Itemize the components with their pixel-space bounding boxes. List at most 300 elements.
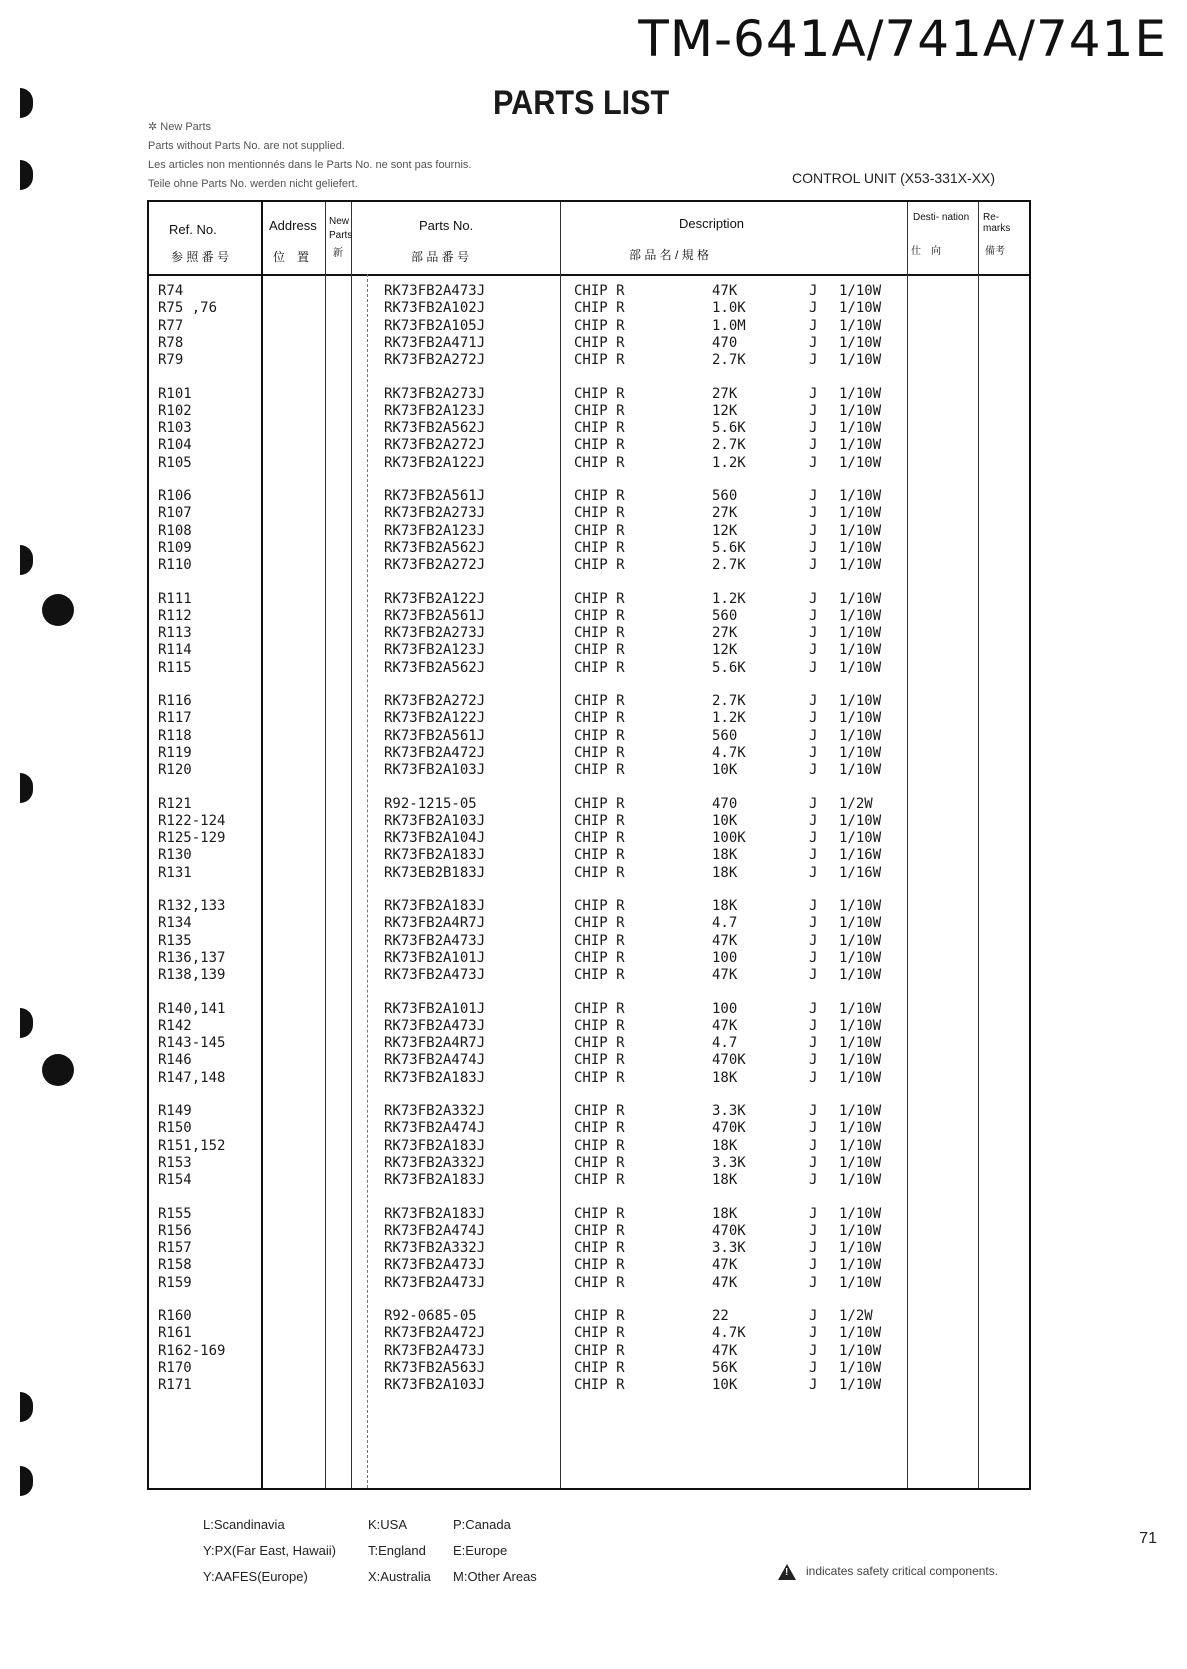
part-value: 12K — [712, 522, 738, 539]
ref-no: R102 — [158, 402, 192, 419]
part-no: RK73FB2A123J — [384, 522, 486, 539]
tolerance: J — [809, 1325, 818, 1342]
rating: 1/10W — [839, 744, 882, 761]
part-value: 56K — [712, 1359, 738, 1376]
legend-item: K:USA — [368, 1517, 408, 1532]
ref-no: R107 — [158, 505, 192, 522]
part-no: R92-0685-05 — [384, 1308, 477, 1324]
table-row — [149, 1376, 1029, 1394]
ref-no: R136,137 — [158, 949, 226, 966]
part-no: RK73FB2A4R7J — [384, 1035, 486, 1052]
table-row — [149, 1171, 1029, 1189]
address-header: Address — [269, 218, 317, 233]
tolerance: J — [809, 1257, 818, 1274]
part-value: 27K — [712, 505, 738, 522]
part-no: RK73FB2A102J — [384, 300, 486, 317]
part-value: 560 — [712, 488, 738, 504]
table-row — [149, 692, 1029, 710]
punch-hole — [42, 1054, 74, 1086]
rating: 1/16W — [839, 864, 882, 881]
tolerance: J — [809, 1137, 818, 1154]
ref-no: R151,152 — [158, 1137, 226, 1154]
page-title: PARTS LIST — [493, 84, 670, 122]
ref-no: R114 — [158, 642, 192, 659]
ref-no: R149 — [158, 1103, 192, 1119]
rating: 1/10W — [839, 454, 882, 471]
part-value: 4.7K — [712, 1325, 746, 1342]
rating: 1/10W — [839, 967, 882, 984]
rating: 1/10W — [839, 334, 882, 351]
tolerance: J — [809, 505, 818, 522]
tolerance: J — [809, 1222, 818, 1239]
part-name: CHIP R — [574, 1342, 625, 1359]
part-value: 18K — [712, 1172, 738, 1189]
ref-no: R150 — [158, 1120, 192, 1137]
rating: 1/10W — [839, 437, 882, 454]
table-row — [149, 1017, 1029, 1035]
table-row — [149, 1051, 1029, 1069]
part-name: CHIP R — [574, 659, 625, 676]
part-value: 1.2K — [712, 710, 746, 727]
ref-no: R117 — [158, 710, 192, 727]
table-row — [149, 897, 1029, 915]
legend-item: Y:AAFES(Europe) — [203, 1569, 308, 1584]
tolerance: J — [809, 1205, 818, 1222]
part-no: RK73FB2A122J — [384, 590, 486, 607]
part-no: RK73FB2A473J — [384, 1274, 486, 1291]
table-row — [149, 1154, 1029, 1172]
ref-no: R118 — [158, 727, 192, 744]
ref-no: R143-145 — [158, 1035, 226, 1052]
part-no: RK73FB2A273J — [384, 505, 486, 522]
part-value: 2.7K — [712, 437, 746, 454]
tolerance: J — [809, 420, 818, 437]
ref-no: R122-124 — [158, 812, 226, 829]
ref-header-jp: 参 照 番 号 — [171, 250, 230, 264]
rating: 1/10W — [839, 659, 882, 676]
part-name: CHIP R — [574, 744, 625, 761]
part-no: RK73FB2A272J — [384, 557, 486, 574]
tolerance: J — [809, 812, 818, 829]
ref-no: R156 — [158, 1222, 192, 1239]
rating: 1/10W — [839, 812, 882, 829]
part-value: 5.6K — [712, 659, 746, 676]
ref-no: R140,141 — [158, 1000, 226, 1017]
table-row — [149, 864, 1029, 882]
part-no: RK73EB2B183J — [384, 864, 486, 881]
table-row — [149, 539, 1029, 557]
ref-no: R115 — [158, 659, 192, 676]
page-number: 71 — [1139, 1530, 1157, 1547]
part-name: CHIP R — [574, 607, 625, 624]
ref-no: R134 — [158, 915, 192, 932]
rating: 1/10W — [839, 317, 882, 334]
table-row — [149, 659, 1029, 677]
part-no: RK73FB2A122J — [384, 454, 486, 471]
table-row — [149, 282, 1029, 300]
rating: 1/10W — [839, 1103, 882, 1119]
part-value: 47K — [712, 967, 738, 984]
new-parts-header: Parts — [329, 230, 353, 241]
table-row — [149, 1034, 1029, 1052]
part-value: 27K — [712, 625, 738, 642]
table-row — [149, 949, 1029, 967]
part-name: CHIP R — [574, 693, 625, 709]
rating: 1/10W — [839, 1240, 882, 1257]
part-name: CHIP R — [574, 762, 625, 779]
part-name: CHIP R — [574, 402, 625, 419]
part-value: 1.0M — [712, 317, 746, 334]
rating: 1/10W — [839, 949, 882, 966]
table-row — [149, 641, 1029, 659]
tolerance: J — [809, 283, 818, 299]
part-name: CHIP R — [574, 539, 625, 556]
rating: 1/10W — [839, 402, 882, 419]
rating: 1/10W — [839, 1052, 882, 1069]
part-no: RK73FB2A123J — [384, 402, 486, 419]
tolerance: J — [809, 1359, 818, 1376]
destination-header-jp: 仕 向 — [911, 246, 941, 257]
part-no: RK73FB2A562J — [384, 659, 486, 676]
tolerance: J — [809, 693, 818, 709]
part-name: CHIP R — [574, 1172, 625, 1189]
tolerance: J — [809, 932, 818, 949]
table-row — [149, 1324, 1029, 1342]
rating: 1/10W — [839, 1120, 882, 1137]
part-name: CHIP R — [574, 420, 625, 437]
tolerance: J — [809, 557, 818, 574]
table-row — [149, 1222, 1029, 1240]
part-value: 18K — [712, 864, 738, 881]
part-name: CHIP R — [574, 454, 625, 471]
table-row — [149, 1359, 1029, 1377]
part-no: RK73FB2A474J — [384, 1222, 486, 1239]
note-en: Parts without Parts No. are not supplied. — [148, 140, 345, 152]
rating: 1/10W — [839, 557, 882, 574]
tolerance: J — [809, 1342, 818, 1359]
tolerance: J — [809, 352, 818, 369]
rating: 1/10W — [839, 693, 882, 709]
table-row — [149, 522, 1029, 540]
destination-header: Desti- nation — [913, 212, 970, 223]
rating: 1/10W — [839, 1342, 882, 1359]
part-no: RK73FB2A472J — [384, 744, 486, 761]
part-no: RK73FB2A103J — [384, 812, 486, 829]
table-row — [149, 829, 1029, 847]
part-value: 100K — [712, 830, 746, 847]
ref-no: R130 — [158, 847, 192, 864]
header-divider — [149, 274, 1029, 276]
part-value: 47K — [712, 932, 738, 949]
part-value: 2.7K — [712, 352, 746, 369]
tolerance: J — [809, 625, 818, 642]
part-value: 47K — [712, 1257, 738, 1274]
part-value: 1.2K — [712, 454, 746, 471]
table-row — [149, 1274, 1029, 1292]
rating: 1/10W — [839, 1035, 882, 1052]
part-no: RK73FB2A471J — [384, 334, 486, 351]
ref-no: R109 — [158, 539, 192, 556]
ref-no: R161 — [158, 1325, 192, 1342]
part-no: RK73FB2A105J — [384, 317, 486, 334]
rating: 1/10W — [839, 300, 882, 317]
part-value: 560 — [712, 607, 738, 624]
ref-no: R75 ,76 — [158, 300, 218, 317]
ref-no: R78 — [158, 334, 184, 351]
tolerance: J — [809, 710, 818, 727]
table-row — [149, 334, 1029, 352]
rating: 1/10W — [839, 590, 882, 607]
ref-no: R105 — [158, 454, 192, 471]
part-value: 10K — [712, 1377, 738, 1394]
safety-note-text: indicates safety critical components. — [806, 1564, 999, 1579]
part-value: 12K — [712, 402, 738, 419]
part-no: RK73FB2A4R7J — [384, 915, 486, 932]
ref-no: R138,139 — [158, 967, 226, 984]
part-name: CHIP R — [574, 352, 625, 369]
part-no: RK73FB2A473J — [384, 967, 486, 984]
table-row — [149, 351, 1029, 369]
rating: 1/10W — [839, 1274, 882, 1291]
ref-no: R160 — [158, 1308, 192, 1324]
part-name: CHIP R — [574, 1240, 625, 1257]
tolerance: J — [809, 949, 818, 966]
part-name: CHIP R — [574, 522, 625, 539]
part-value: 5.6K — [712, 420, 746, 437]
part-name: CHIP R — [574, 283, 625, 299]
part-name: CHIP R — [574, 727, 625, 744]
table-row — [149, 812, 1029, 830]
address-header-jp: 位 置 — [273, 250, 310, 264]
part-name: CHIP R — [574, 1325, 625, 1342]
rating: 1/10W — [839, 420, 882, 437]
part-name: CHIP R — [574, 1257, 625, 1274]
tolerance: J — [809, 864, 818, 881]
legend-item: T:England — [368, 1543, 426, 1558]
tolerance: J — [809, 1172, 818, 1189]
tolerance: J — [809, 317, 818, 334]
tolerance: J — [809, 1017, 818, 1034]
legend-item: L:Scandinavia — [203, 1517, 285, 1532]
part-name: CHIP R — [574, 864, 625, 881]
tolerance: J — [809, 1000, 818, 1017]
rating: 1/10W — [839, 625, 882, 642]
tolerance: J — [809, 915, 818, 932]
part-value: 1.0K — [712, 300, 746, 317]
rating: 1/10W — [839, 727, 882, 744]
punch-hole — [20, 1392, 33, 1422]
part-value: 2.7K — [712, 693, 746, 709]
part-no: RK73FB2A183J — [384, 847, 486, 864]
part-no: RK73FB2A561J — [384, 607, 486, 624]
punch-hole — [20, 545, 33, 575]
ref-no: R158 — [158, 1257, 192, 1274]
legend-item: X:Australia — [368, 1569, 431, 1584]
table-row — [149, 299, 1029, 317]
part-value: 47K — [712, 1342, 738, 1359]
part-value: 4.7 — [712, 1035, 738, 1052]
part-name: CHIP R — [574, 1137, 625, 1154]
part-name: CHIP R — [574, 1103, 625, 1119]
part-no: RK73FB2A473J — [384, 1342, 486, 1359]
part-no: RK73FB2A474J — [384, 1052, 486, 1069]
rating: 1/10W — [839, 762, 882, 779]
part-name: CHIP R — [574, 590, 625, 607]
part-no: RK73FB2A273J — [384, 385, 486, 402]
rating: 1/10W — [839, 915, 882, 932]
table-row — [149, 487, 1029, 505]
part-no: RK73FB2A183J — [384, 898, 486, 914]
table-row — [149, 1239, 1029, 1257]
table-row — [149, 709, 1029, 727]
part-value: 470K — [712, 1222, 746, 1239]
tolerance: J — [809, 385, 818, 402]
tolerance: J — [809, 659, 818, 676]
tolerance: J — [809, 744, 818, 761]
tolerance: J — [809, 1240, 818, 1257]
tolerance: J — [809, 488, 818, 504]
part-no: R92-1215-05 — [384, 795, 477, 812]
remarks-header: Re- marks — [983, 212, 1011, 234]
part-value: 12K — [712, 642, 738, 659]
part-name: CHIP R — [574, 300, 625, 317]
parts-header-jp: 部 品 番 号 — [411, 250, 470, 264]
part-no: RK73FB2A473J — [384, 932, 486, 949]
part-no: RK73FB2A562J — [384, 539, 486, 556]
part-no: RK73FB2A183J — [384, 1172, 486, 1189]
rating: 1/10W — [839, 505, 882, 522]
part-no: RK73FB2A563J — [384, 1359, 486, 1376]
part-name: CHIP R — [574, 1017, 625, 1034]
note-fr: Les articles non mentionnés dans le Parts No. ne sont pas fournis. — [148, 159, 472, 171]
tolerance: J — [809, 334, 818, 351]
punch-hole — [42, 594, 74, 626]
table-row — [149, 504, 1029, 522]
table-row — [149, 932, 1029, 950]
part-name: CHIP R — [574, 1154, 625, 1171]
part-name: CHIP R — [574, 949, 625, 966]
part-name: CHIP R — [574, 557, 625, 574]
part-no: RK73FB2A561J — [384, 727, 486, 744]
part-no: RK73FB2A103J — [384, 1377, 486, 1394]
table-row — [149, 1137, 1029, 1155]
part-value: 27K — [712, 385, 738, 402]
table-row — [149, 1102, 1029, 1120]
part-name: CHIP R — [574, 1000, 625, 1017]
part-no: RK73FB2A562J — [384, 420, 486, 437]
part-value: 470K — [712, 1052, 746, 1069]
parts-header: Parts No. — [419, 218, 474, 233]
rating: 1/10W — [839, 283, 882, 299]
punch-hole — [20, 160, 33, 190]
part-no: RK73FB2A474J — [384, 1120, 486, 1137]
part-name: CHIP R — [574, 625, 625, 642]
part-no: RK73FB2A101J — [384, 1000, 486, 1017]
part-value: 22 — [712, 1308, 729, 1324]
tolerance: J — [809, 437, 818, 454]
part-no: RK73FB2A561J — [384, 488, 486, 504]
table-row — [149, 744, 1029, 762]
rating: 1/10W — [839, 1377, 882, 1394]
part-no: RK73FB2A473J — [384, 283, 486, 299]
rating: 1/10W — [839, 1017, 882, 1034]
ref-no: R103 — [158, 420, 192, 437]
table-row — [149, 556, 1029, 574]
rating: 1/10W — [839, 1222, 882, 1239]
tolerance: J — [809, 454, 818, 471]
part-name: CHIP R — [574, 1359, 625, 1376]
rating: 1/10W — [839, 352, 882, 369]
tolerance: J — [809, 1069, 818, 1086]
safety-note — [778, 1564, 998, 1580]
part-value: 47K — [712, 1274, 738, 1291]
part-value: 5.6K — [712, 539, 746, 556]
ref-no: R111 — [158, 590, 192, 607]
tolerance: J — [809, 607, 818, 624]
part-value: 4.7K — [712, 744, 746, 761]
remarks-header-jp: 備考 — [985, 246, 1005, 257]
ref-no: R104 — [158, 437, 192, 454]
tolerance: J — [809, 727, 818, 744]
rating: 1/10W — [839, 1172, 882, 1189]
tolerance: J — [809, 898, 818, 914]
part-value: 47K — [712, 283, 738, 299]
rating: 1/10W — [839, 830, 882, 847]
part-value: 18K — [712, 898, 738, 914]
tolerance: J — [809, 1154, 818, 1171]
ref-no: R132,133 — [158, 898, 226, 914]
part-value: 18K — [712, 1069, 738, 1086]
warning-icon — [778, 1564, 796, 1580]
note-new-parts: ✲ New Parts — [148, 121, 212, 133]
part-no: RK73FB2A183J — [384, 1069, 486, 1086]
ref-no: R171 — [158, 1377, 192, 1394]
table-row — [149, 1119, 1029, 1137]
part-no: RK73FB2A104J — [384, 830, 486, 847]
ref-no: R125-129 — [158, 830, 226, 847]
part-name: CHIP R — [574, 932, 625, 949]
ref-no: R157 — [158, 1240, 192, 1257]
ref-no: R79 — [158, 352, 184, 369]
legend-item: P:Canada — [453, 1517, 511, 1532]
part-name: CHIP R — [574, 1120, 625, 1137]
unit-label: CONTROL UNIT (X53-331X-XX) — [792, 170, 996, 186]
rating: 1/2W — [839, 795, 873, 812]
part-value: 18K — [712, 1137, 738, 1154]
ref-no: R74 — [158, 283, 184, 299]
table-row — [149, 846, 1029, 864]
tolerance: J — [809, 1274, 818, 1291]
rating: 1/10W — [839, 522, 882, 539]
ref-no: R142 — [158, 1017, 192, 1034]
tolerance: J — [809, 967, 818, 984]
ref-no: R121 — [158, 795, 192, 812]
new-header: New — [329, 216, 350, 227]
ref-no: R116 — [158, 693, 192, 709]
tolerance: J — [809, 300, 818, 317]
part-no: RK73FB2A183J — [384, 1137, 486, 1154]
tolerance: J — [809, 522, 818, 539]
table-row — [149, 624, 1029, 642]
part-value: 470 — [712, 795, 738, 812]
part-value: 470K — [712, 1120, 746, 1137]
ref-no: R162-169 — [158, 1342, 226, 1359]
description-header: Description — [679, 216, 745, 231]
table-row — [149, 402, 1029, 420]
tolerance: J — [809, 642, 818, 659]
punch-hole — [20, 88, 33, 118]
table-row — [149, 607, 1029, 625]
